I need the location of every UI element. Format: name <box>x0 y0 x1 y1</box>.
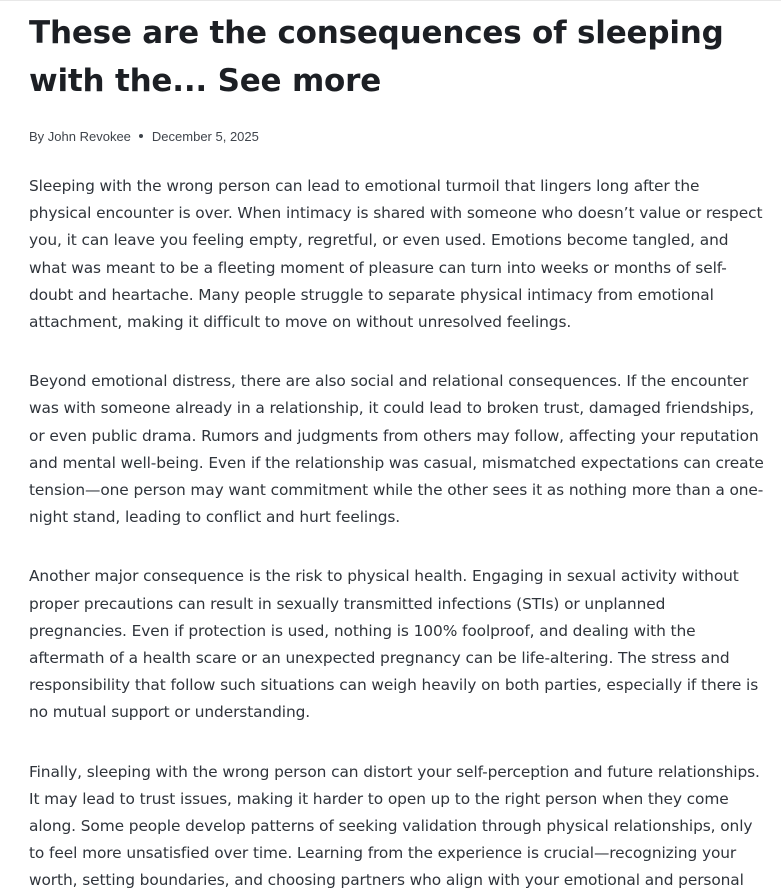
article-title: These are the consequences of sleeping with the... See more <box>29 15 724 99</box>
publish-date: December 5, 2025 <box>151 128 259 144</box>
author-link[interactable]: John Revokee <box>47 128 131 144</box>
byline-prefix: By <box>29 128 45 144</box>
article <box>29 0 764 889</box>
byline <box>29 127 764 145</box>
body-paragraph: Beyond emotional distress, there are also social and relational consequences. If the encounter was with someone already in a relationship, it could lead to broken trust, damaged friendships, or even public drama. Rumors and judgments from others may follow, affecting your reputation and mental well-being. Even if the relationship was casual, mismatched expectations can create tension—one person may want commitment while the other sees it as nothing more than a one-night stand, leading to conflict and hurt feelings. <box>29 372 764 527</box>
body-paragraph: Another major consequence is the risk to physical health. Engaging in sexual activity without proper precautions can result in sexually transmitted infections (STIs) or unplanned pregnancies. Even if protection is used, nothing is 100% foolproof, and dealing with the aftermath of a health scare or an unexpected pregnancy can be life-altering. The stress and responsibility that follow such situations can weigh heavily on both parties, especially if there is no mutual support or understanding. <box>29 567 759 722</box>
article-body <box>29 173 764 889</box>
body-paragraph: Finally, sleeping with the wrong person can distort your self-perception and future relationships. It may lead to trust issues, making it harder to open up to the right person when they come along. Some people develop patterns of seeking validation through physical relationships, only to feel more unsatisfied over time. Learning from the experience is crucial—recognizing your worth, setting boundaries, and choosing partners who align with your emotional and personal <box>29 762 760 889</box>
body-paragraph: Sleeping with the wrong person can lead to emotional turmoil that lingers long after the physical encounter is over. When intimacy is shared with someone who doesn’t value or respect you, it can leave you feeling empty, regretful, or even used. Emotions become tangled, and what was meant to be a fleeting moment of pleasure can turn into weeks or months of self-doubt and heartache. Many people struggle to separate physical intimacy from emotional attachment, making it difficult to move on without unresolved feelings. <box>29 177 763 332</box>
byline-separator-dot <box>139 134 143 138</box>
